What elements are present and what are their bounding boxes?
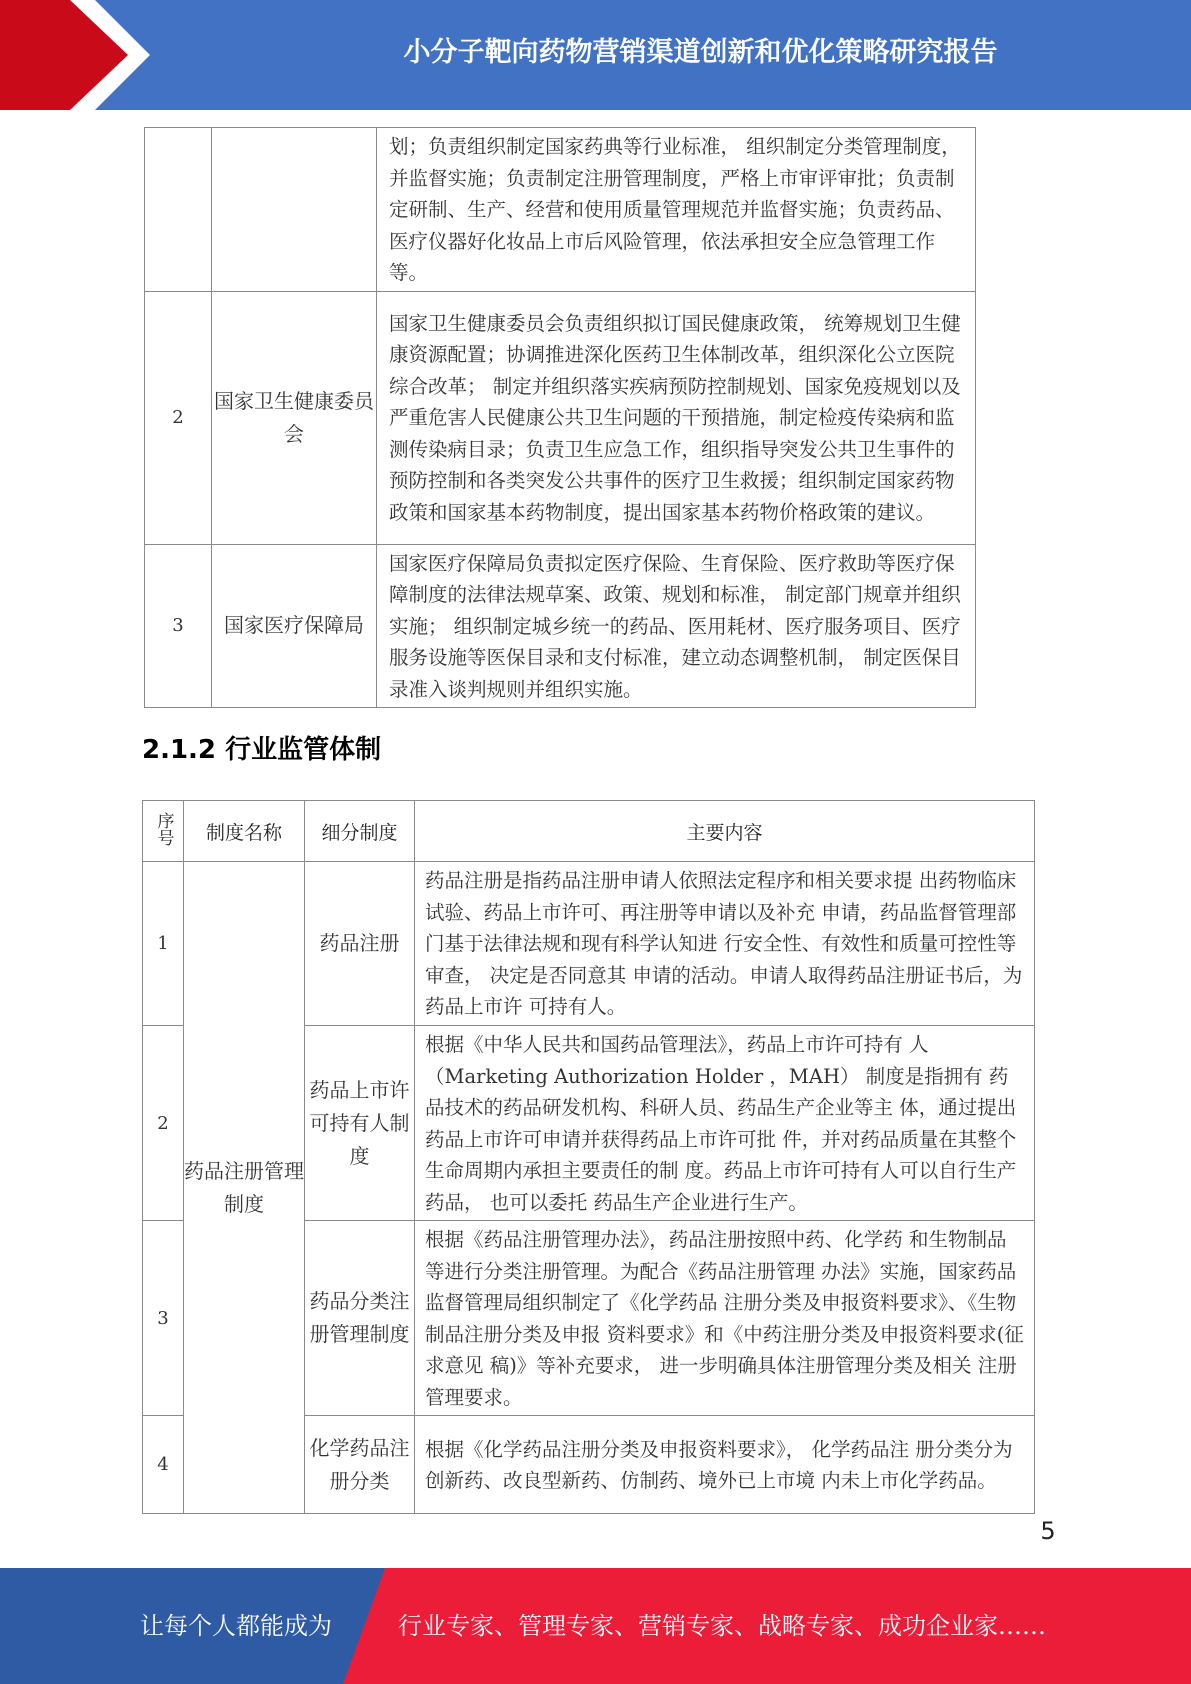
agency-description: 国家医疗保障局负责拟定医疗保险、生育保险、医疗救助等医疗保障制度的法律法规草案、政策、规划和标准， 制定部门规章并组织实施； 组织制定城乡统一的药品、医用耗材、医疗服务项目、医疗服务设施等医保目录和支付标准，建立动态调整机制， 制定医保目录准入谈判规则并组织实施。 xyxy=(377,544,976,708)
system-name: 药品注册管理制度 xyxy=(184,862,305,1514)
table-row xyxy=(145,291,976,544)
row-number xyxy=(145,128,212,292)
agency-table xyxy=(144,127,976,708)
agency-name: 国家卫生健康委员会 xyxy=(212,291,377,544)
report-title: 小分子靶向药物营销渠道创新和优化策略研究报告 xyxy=(403,37,998,68)
row-number: 2 xyxy=(143,1026,184,1221)
table-row xyxy=(143,862,1035,1026)
header-system-name: 制度名称 xyxy=(184,801,305,862)
row-number: 2 xyxy=(145,291,212,544)
sub-system-name: 药品分类注册管理制度 xyxy=(305,1221,415,1416)
row-number: 1 xyxy=(143,862,184,1026)
sub-system-name: 化学药品注册分类 xyxy=(305,1416,415,1514)
agency-name: 国家医疗保障局 xyxy=(212,544,377,708)
row-number: 4 xyxy=(143,1416,184,1514)
row-number: 3 xyxy=(145,544,212,708)
agency-description: 划；负责组织制定国家药典等行业标准， 组织制定分类管理制度，并监督实施；负责制定注册管理制度，严格上市审评审批；负责制定研制、生产、经营和使用质量管理规范并监督实施；负责药品、医疗仪器好化妆品上市后风险管理，依法承担安全应急管理工作等。 xyxy=(377,128,976,292)
agency-description: 国家卫生健康委员会负责组织拟订国民健康政策， 统筹规划卫生健康资源配置；协调推进深化医药卫生体制改革，组织深化公立医院综合改革； 制定并组织落实疾病预防控制规划、国家免疫规划以及严重危害人民健康公共卫生问题的干预措施，制定检疫传染病和监测传染病目录；负责卫生应急工作，组织指导突发公共卫生事件的预防控制和各类突发公共事件的医疗卫生救援；组织制定国家药物政策和国家基本药物制度，提出国家基本药物价格政策的建议。 xyxy=(377,291,976,544)
page-footer xyxy=(0,1568,1191,1684)
regulation-table xyxy=(142,800,1035,1514)
row-number: 3 xyxy=(143,1221,184,1416)
header-main-content: 主要内容 xyxy=(415,801,1035,862)
system-description: 根据《中华人民共和国药品管理法》，药品上市许可持有 人（Marketing Authorization Holder ，MAH） 制度是指拥有 药品技术的药品研发机构、科研人员、药品生产企业等主 体，通过提出药品上市许可申请并获得药品上市许可批 件，并对药品质量在其整个生命周期内承担主要责任的制 度。药品上市许可持有人可以自行生产药品， 也可以委托 药品生产企业进行生产。 xyxy=(415,1026,1035,1221)
sub-system-name: 药品注册 xyxy=(305,862,415,1026)
table-row xyxy=(145,544,976,708)
section-heading: 2.1.2 行业监管体制 xyxy=(142,735,382,765)
page-number: 5 xyxy=(1040,1517,1056,1545)
system-description: 根据《化学药品注册分类及申报资料要求》， 化学药品注 册分类分为创新药、改良型新药、仿制药、境外已上市境 内未上市化学药品。 xyxy=(415,1416,1035,1514)
footer-slogan-right: 行业专家、管理专家、营销专家、战略专家、成功企业家…… xyxy=(398,1612,1046,1640)
header-number-label: 序号 xyxy=(153,811,174,846)
sub-system-name: 药品上市许可持有人制度 xyxy=(305,1026,415,1221)
header-arrow-decoration xyxy=(0,0,160,110)
footer-slogan-left: 让每个人都能成为 xyxy=(140,1612,332,1640)
system-description: 根据《药品注册管理办法》，药品注册按照中药、化学药 和生物制品等进行分类注册管理。为配合《药品注册管理 办法》实施，国家药品监督管理局组织制定了《化学药品 注册分类及申报资料要求》、《生物制品注册分类及申报 资料要求》和《中药注册分类及申报资料要求(征求意见 稿)》等补充要求， 进一步明确具体注册管理分类及相关 注册管理要求。 xyxy=(415,1221,1035,1416)
agency-name xyxy=(212,128,377,292)
table-row xyxy=(145,128,976,292)
page-header xyxy=(0,0,1191,110)
system-description: 药品注册是指药品注册申请人依照法定程序和相关要求提 出药物临床试验、药品上市许可、再注册等申请以及补充 申请，药品监督管理部门基于法律法规和现有科学认知进 行安全性、有效性和质量可控性等审查， 决定是否同意其 申请的活动。申请人取得药品注册证书后，为药品上市许 可持有人。 xyxy=(415,862,1035,1026)
header-sub-system: 细分制度 xyxy=(305,801,415,862)
table-header-row xyxy=(143,801,1035,862)
header-number xyxy=(143,801,184,862)
